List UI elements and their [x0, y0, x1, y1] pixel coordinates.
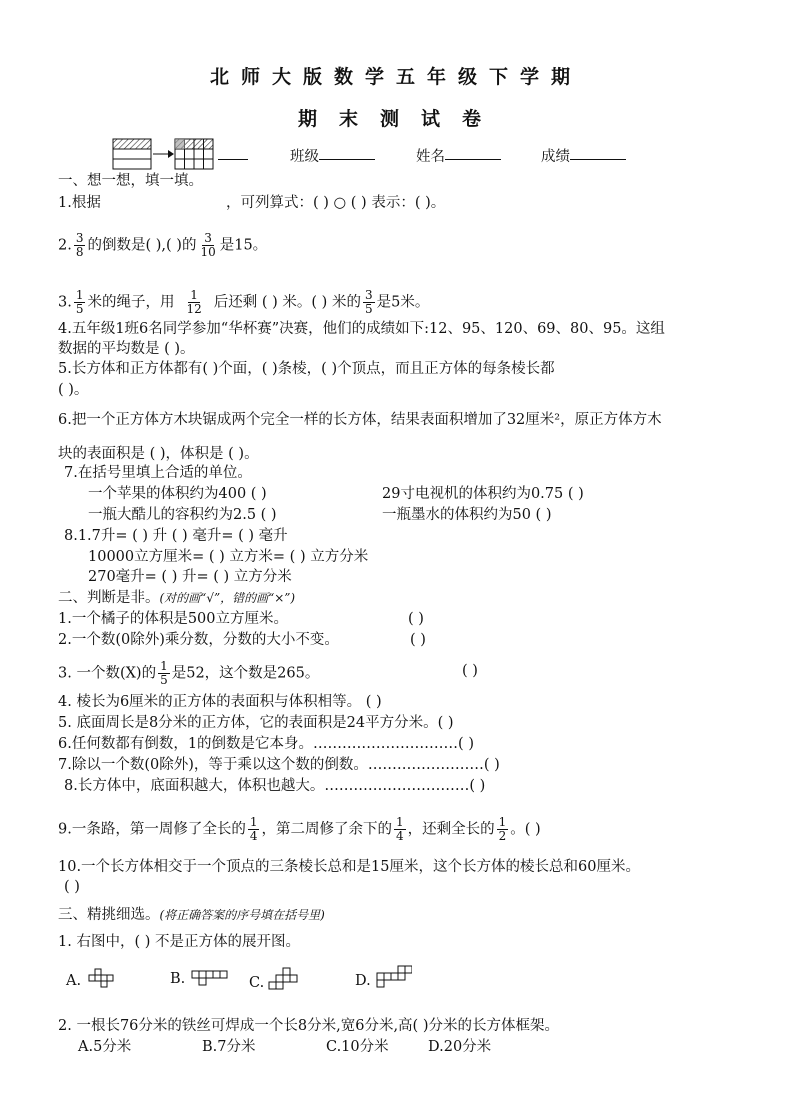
j9-line [58, 816, 541, 843]
q2-end: 是15。 [219, 237, 268, 254]
name-label: 姓名 [416, 149, 445, 165]
q3-fraction-a [74, 289, 86, 316]
c2-option-d[interactable]: D.20分米 [428, 1039, 492, 1055]
student-id-blank[interactable] [218, 145, 248, 160]
q3-text-a: 米的绳子，用 [87, 294, 175, 311]
j9-text-e: 。( ) [510, 821, 541, 838]
q7-item-b: 29寸电视机的体积约为0.75 ( ) [382, 486, 584, 502]
cube-net-a-icon[interactable] [88, 968, 116, 990]
j10-text: 10.一个长方体相交于一个顶点的三条棱长总和是15厘米，这个长方体的棱长总和60厘米。 [58, 859, 640, 875]
q7-item-a: 一个苹果的体积约为400 ( ) [88, 486, 267, 502]
q8-line-a: 8.1.7升= ( ) 升 ( ) 毫升= ( ) 毫升 [64, 528, 288, 544]
j3-paren[interactable]: ( ) [462, 663, 478, 679]
section3-hint: (将正确答案的序号填在括号里) [159, 908, 325, 922]
q1-text: ，可列算式：( ) ○ ( ) 表示：( )。 [226, 195, 446, 211]
frac-den: 5 [364, 302, 373, 316]
j9-text-c: ，还剩全长的 [407, 821, 495, 838]
option-c-label: C. [249, 975, 265, 991]
j3-text-a: 3. 一个数(X)的 [58, 665, 157, 682]
frac-den: 2 [498, 829, 507, 843]
frac-den: 10 [200, 245, 216, 259]
q2-fraction-a [74, 232, 86, 259]
q2-fraction-b [198, 232, 217, 259]
j2-text: 2.一个数(0除外)乘分数，分数的大小不变。 [58, 632, 339, 648]
frac-num: 1 [498, 815, 507, 829]
section2-heading-line [58, 589, 295, 607]
j9-fraction-a [248, 816, 260, 843]
j1-paren[interactable]: ( ) [408, 611, 424, 627]
q6-text-2: 块的表面积是 ( )，体积是 ( )。 [58, 446, 259, 462]
score-blank[interactable] [570, 145, 626, 160]
j2-paren[interactable]: ( ) [410, 632, 426, 648]
cube-net-d-icon[interactable] [376, 965, 412, 995]
exam-title: 北师大版数学五年级下学期 [210, 66, 583, 88]
j3-fraction [158, 660, 170, 687]
q2-line [58, 232, 267, 259]
q1-start: 1.根据 [58, 195, 101, 211]
q3-text-b: 后还剩 ( ) 米。( ) 米的 [213, 294, 361, 311]
frac-num: 1 [395, 815, 404, 829]
option-d-label: D. [355, 973, 371, 989]
section3-heading: 三、精挑细选。 [58, 907, 160, 923]
frac-den: 5 [160, 673, 168, 687]
name-blank[interactable] [445, 145, 501, 160]
frac-num: 1 [160, 659, 168, 673]
q3-number: 3. [58, 294, 72, 311]
c2-option-c[interactable]: C.10分米 [326, 1039, 389, 1055]
section2-hint: (对的画“√”，错的画“×”) [159, 591, 296, 605]
q2-number: 2. [58, 237, 72, 254]
score-label: 成绩 [541, 149, 570, 165]
cube-net-c-icon[interactable] [268, 967, 308, 995]
frac-num: 1 [190, 288, 198, 302]
frac-den: 8 [75, 245, 84, 259]
q8-line-b: 10000立方厘米= ( ) 立方米= ( ) 立方分米 [88, 549, 369, 565]
q6-text: 6.把一个正方体方木块锯成两个完全一样的长方体，结果表面积增加了32厘米²，原正方体方木 [58, 412, 662, 428]
q3-end: 是5米。 [376, 294, 430, 311]
section3-heading-line [58, 906, 325, 924]
class-label: 班级 [290, 149, 319, 165]
j3-text-b: 是52，这个数是265。 [171, 665, 320, 682]
q2-text: 的倒数是( ),( )的 [87, 237, 197, 254]
c2-option-b[interactable]: B.7分米 [202, 1039, 256, 1055]
j8-text: 8.长方体中，底面积越大，体积也越大。…………………………( ) [64, 778, 486, 794]
frac-den: 4 [395, 829, 404, 843]
j10-paren[interactable]: ( ) [64, 879, 80, 895]
section1-heading: 一、想一想，填一填。 [58, 173, 203, 189]
q4-text: 4.五年级1班6名同学参加“华杯赛”决赛，他们的成绩如下:12、95、120、69、80、95。这组 [58, 321, 665, 337]
frac-num: 1 [249, 815, 258, 829]
class-blank[interactable] [319, 145, 375, 160]
cube-net-b-icon[interactable] [191, 970, 235, 990]
frac-num: 3 [75, 231, 84, 245]
frac-num: 1 [75, 288, 84, 302]
j1-text: 1.一个橘子的体积是500立方厘米。 [58, 611, 289, 627]
q8-line-c: 270毫升= ( ) 升= ( ) 立方分米 [88, 569, 292, 585]
frac-den: 12 [186, 302, 202, 316]
q3-line [58, 289, 429, 316]
j4-text: 4. 棱长为6厘米的正方体的表面积与体积相等。 ( ) [58, 694, 382, 710]
c2-option-a[interactable]: A.5分米 [78, 1039, 132, 1055]
frac-num: 3 [204, 231, 212, 245]
exam-subtitle: 期末测试卷 [298, 108, 504, 130]
frac-den: 5 [75, 302, 84, 316]
j5-text: 5. 底面周长是8分米的正方体，它的表面积是24平方分米。( ) [58, 715, 454, 731]
j9-text-a: 9.一条路，第一周修了全长的 [58, 821, 246, 838]
frac-num: 3 [364, 288, 373, 302]
q3-fraction-c [363, 289, 375, 316]
j7-text: 7.除以一个数(0除外)，等于乘以这个数的倒数。……………………( ) [58, 757, 500, 773]
q4-text-2: 数据的平均数是 ( )。 [58, 341, 195, 357]
j9-fraction-b [394, 816, 406, 843]
j6-text: 6.任何数都有倒数，1的倒数是它本身。…………………………( ) [58, 736, 474, 752]
option-a-label: A. [66, 973, 82, 989]
section2-heading: 二、判断是非。 [58, 590, 160, 606]
q3-fraction-b [184, 289, 203, 316]
q7-item-d: 一瓶墨水的体积约为50 ( ) [382, 507, 552, 523]
c1-text: 1. 右图中，( ) 不是正方体的展开图。 [58, 934, 300, 950]
j9-fraction-c [497, 816, 509, 843]
q7-text: 7.在括号里填上合适的单位。 [64, 465, 252, 481]
q7-item-c: 一瓶大酷儿的容积约为2.5 ( ) [88, 507, 277, 523]
q5-text: 5.长方体和正方体都有( )个面，( )条棱，( )个顶点，而且正方体的每条棱长都 [58, 361, 555, 377]
frac-den: 4 [249, 829, 258, 843]
q5-text-2: ( )。 [58, 382, 89, 398]
option-b-label: B. [170, 971, 186, 987]
j3-line [58, 660, 319, 687]
c2-text: 2. 一根长76分米的铁丝可焊成一个长8分米,宽6分米,高( )分米的长方体框架。 [58, 1018, 559, 1034]
j9-text-b: ，第二周修了余下的 [261, 821, 392, 838]
